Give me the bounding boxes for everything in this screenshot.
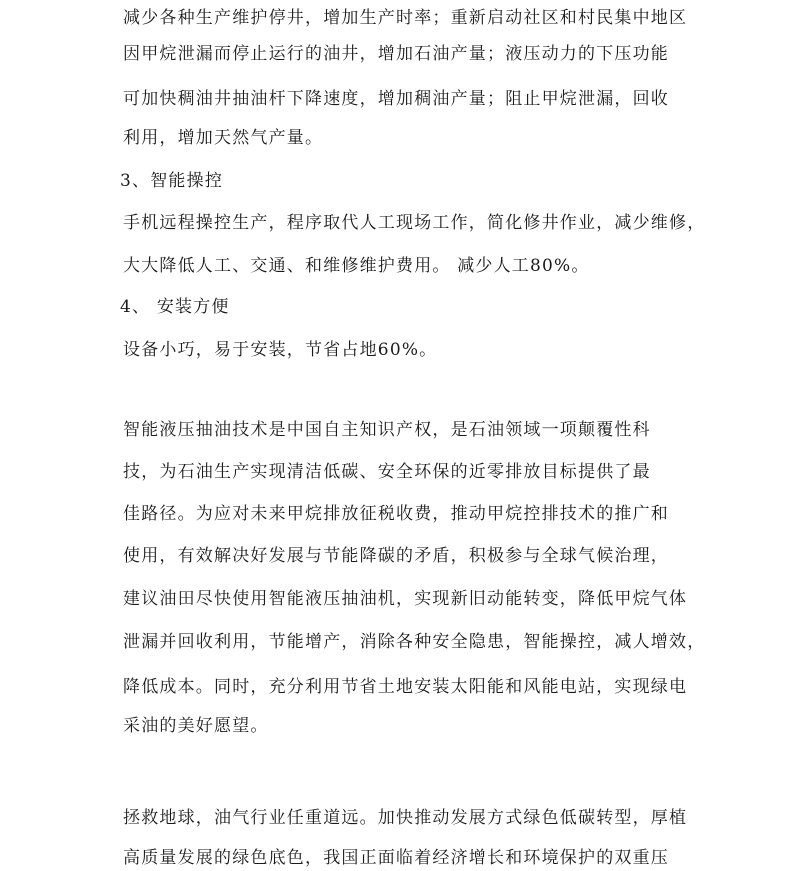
text-line: 采油的美好愿望。 <box>123 716 269 736</box>
text-line: 降低成本。同时，充分利用节省土地安装太阳能和风能电站，实现绿电 <box>123 677 688 697</box>
text-line: 高质量发展的绿色底色，我国正面临着经济增长和环境保护的双重压 <box>123 848 669 868</box>
text-line: 减少各种生产维护停井，增加生产时率；重新启动社区和村民集中地区 <box>123 8 688 28</box>
text-line: 智能液压抽油技术是中国自主知识产权，是石油领域一项颠覆性科 <box>123 420 651 440</box>
section-heading-3: 3、智能操控 <box>120 171 224 191</box>
text-line: 建议油田尽快使用智能液压抽油机，实现新旧动能转变，降低甲烷气体 <box>123 589 688 609</box>
text-line: 大大降低人工、交通、和维修维护费用。 减少人工80%。 <box>123 256 590 276</box>
text-line: 利用，增加天然气产量。 <box>123 128 324 148</box>
text-line: 拯救地球，油气行业任重道远。加快推动发展方式绿色低碳转型，厚植 <box>123 808 688 828</box>
text-line: 佳路径。为应对未来甲烷排放征税收费，推动甲烷控排技术的推广和 <box>123 504 669 524</box>
text-line: 使用，有效解决好发展与节能降碳的矛盾，积极参与全球气候治理， <box>123 546 669 566</box>
text-line: 泄漏并回收利用，节能增产，消除各种安全隐患，智能操控，减人增效， <box>123 632 706 652</box>
section-heading-4: 4、 安装方便 <box>120 297 230 317</box>
text-line: 设备小巧，易于安装，节省占地60%。 <box>123 340 438 360</box>
text-line: 可加快稠油井抽油杆下降速度，增加稠油产量；阻止甲烷泄漏，回收 <box>123 89 669 109</box>
text-line: 因甲烷泄漏而停止运行的油井，增加石油产量；液压动力的下压功能 <box>123 44 669 64</box>
text-line: 技，为石油生产实现清洁低碳、安全环保的近零排放目标提供了最 <box>123 462 651 482</box>
text-line: 手机远程操控生产，程序取代人工现场工作，简化修井作业，减少维修， <box>123 213 706 233</box>
